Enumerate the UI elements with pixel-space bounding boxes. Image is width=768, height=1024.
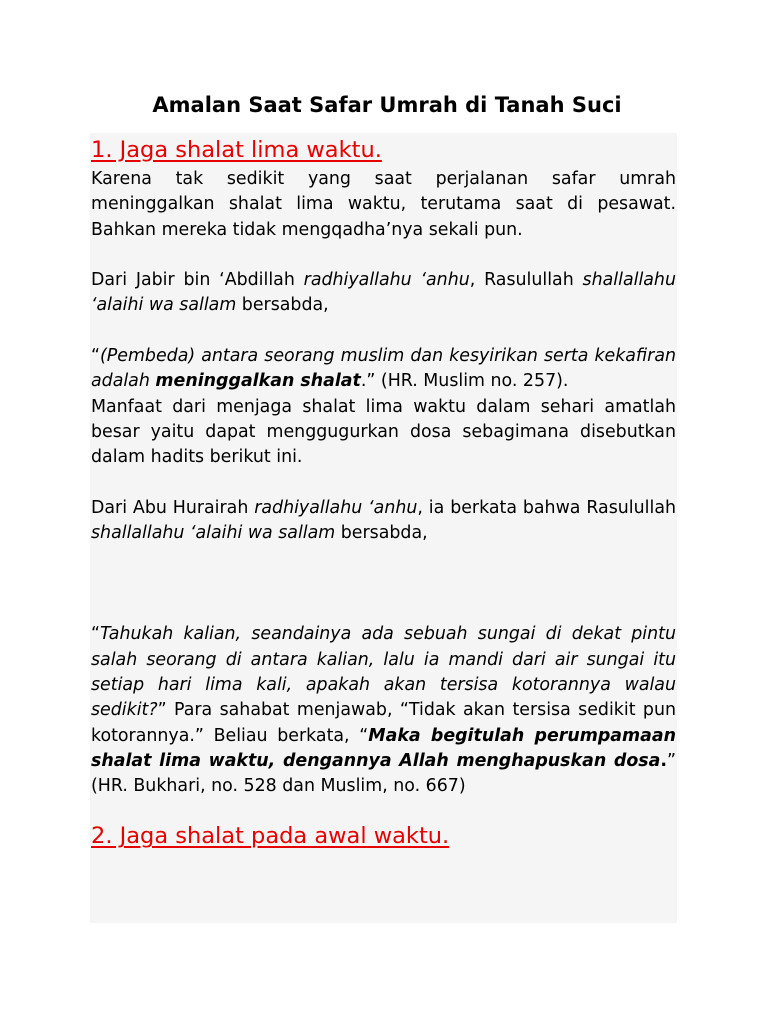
hadith-2-arabic-line-1 (91, 546, 676, 571)
blank-line (91, 243, 676, 268)
bold-italic-span: Maka begitulah perumpamaan shalat lima waktu, dengannya Allah menghapuskan dosa (91, 725, 676, 771)
text-span: Dari Jabir bin ‘Abdillah (91, 270, 304, 291)
text-span: ” Para sahabat menjawab, “Tidak akan tersisa sedikit pun kotorannya.” Beliau berkata, “ (91, 700, 676, 746)
italic-span: (Pembeda) antara seorang muslim dan kesyirikan serta kekafiran adalah (91, 346, 676, 392)
text-span: , ia berkata bahwa Rasulullah (417, 497, 676, 518)
bold-span: . (660, 750, 667, 771)
document-title: Amalan Saat Safar Umrah di Tanah Suci (152, 93, 622, 117)
text-span: “ (91, 624, 101, 645)
italic-span: shallallahu ‘alaihi wa sallam (91, 523, 336, 544)
italic-span: radhiyallahu ‘anhu (303, 270, 470, 291)
section-1-paragraph-1: Karena tak sedikit yang saat perjalanan safar umrah meninggalkan shalat lima waktu, terutama saat di pesawat. Bahkan mereka tidak mengqadha’nya sekali pun. (91, 169, 676, 240)
section-1-heading: 1. Jaga shalat lima waktu. (91, 137, 382, 163)
text-span: , Rasulullah (469, 270, 583, 291)
hadith-1-arabic (91, 319, 676, 344)
text-span: ” (HR. Bukhari, no. 528 dan Muslim, no. 667) (91, 750, 676, 797)
text-span: bersabda, (236, 295, 329, 316)
text-span: bersabda, (335, 523, 428, 544)
text-span: “ (91, 346, 101, 367)
hadith-2-intro (91, 496, 676, 547)
italic-span: Tahukah kalian, seandainya ada sebuah sungai di dekat pintu salah seorang di antara kalian, lalu ia mandi dari air sungai itu setiap hari lima kali, apakah akan tersisa kotorannya walau sedikit? (91, 624, 676, 721)
section-1-paragraph-3: Manfaat dari menjaga shalat lima waktu dalam sehari amatlah besar yaitu dapat menggugurkan dosa sebagimana disebutkan dalam hadits berikut ini. (91, 396, 676, 468)
italic-span: radhiyallahu ‘anhu (254, 497, 418, 518)
italic-span: shallallahu ‘alaihi wa sallam (91, 270, 676, 316)
content-area (90, 133, 677, 923)
hadith-2-translation (91, 622, 676, 799)
text-span: Dari Abu Hurairah (91, 497, 255, 518)
hadith-1-intro (91, 268, 676, 319)
hadith-1-translation (91, 344, 676, 395)
hadith-2-arabic-line-3 (91, 597, 676, 622)
section-2-heading: 2. Jaga shalat pada awal waktu. (91, 823, 450, 850)
blank-line (91, 471, 676, 496)
hadith-2-arabic-line-2 (91, 572, 676, 597)
bold-italic-span: meninggalkan shalat (155, 371, 361, 392)
text-span: .” (HR. Muslim no. 257). (360, 371, 569, 392)
